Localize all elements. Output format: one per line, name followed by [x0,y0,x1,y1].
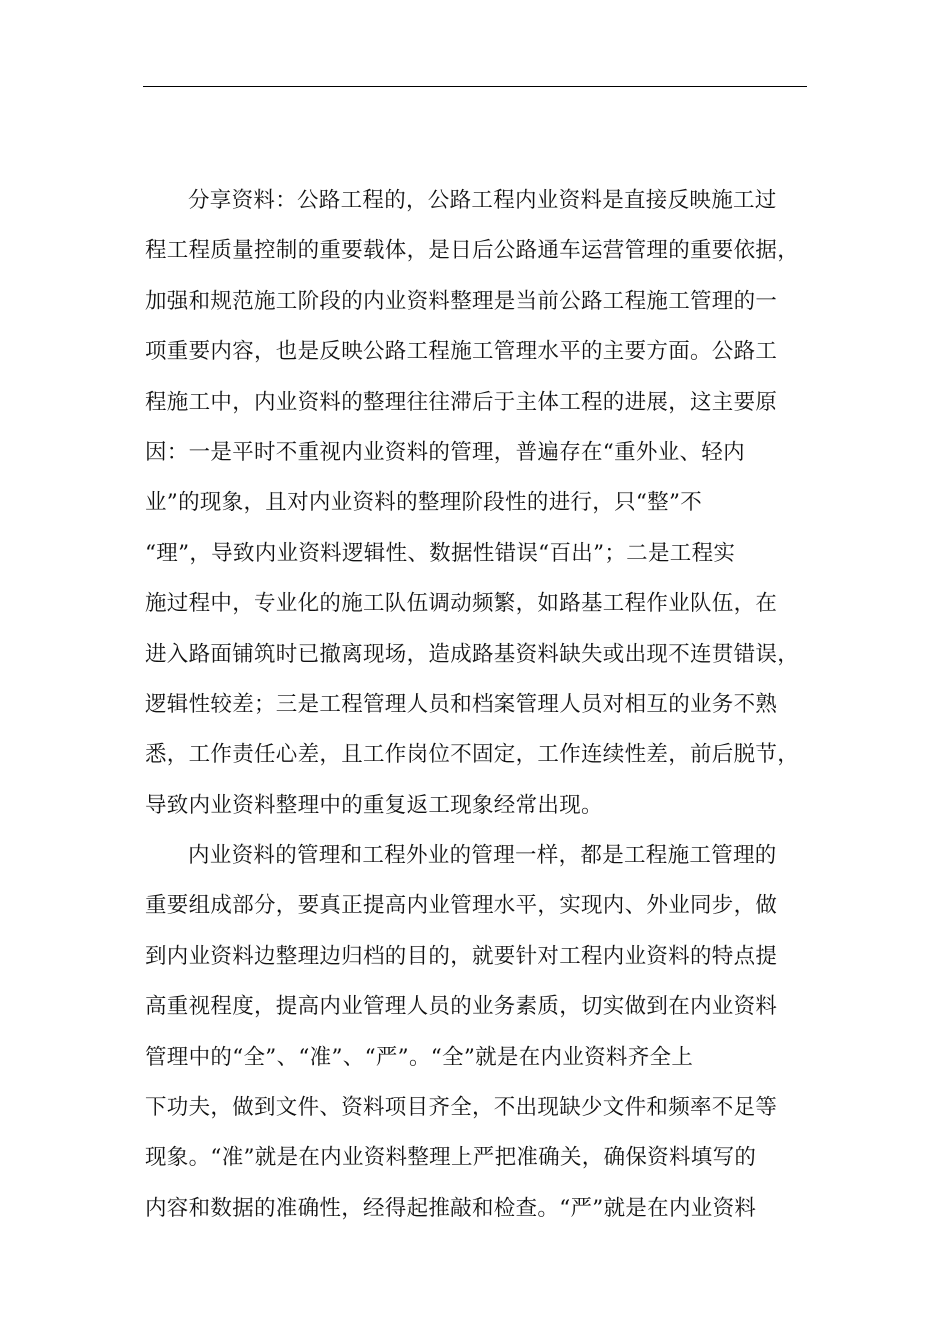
paragraph-1-line-9: 施过程中，专业化的施工队伍调动频繁，如路基工程作业队伍，在 [145,591,778,617]
paragraph-1-line-6: 因：一是平时不重视内业资料的管理，普遍存在“重外业、轻内 [145,439,745,465]
paragraph-1-line-11: 逻辑性较差；三是工程管理人员和档案管理人员对相互的业务不熟 [145,691,778,717]
paragraph-2-line-3: 到内业资料边整理边归档的目的，就要针对工程内业资料的特点提 [145,943,778,969]
paragraph-1-line-2: 程工程质量控制的重要载体，是日后公路通车运营管理的重要依据， [145,238,800,264]
header-rule [143,86,807,87]
paragraph-1-line-5: 程施工中，内业资料的整理往往滞后于主体工程的进展，这主要原 [145,389,778,415]
body-text [145,176,810,1234]
paragraph-2-line-5: 管理中的“全”、“准”、“严”。“全”就是在内业资料齐全上 [145,1044,694,1070]
paragraph-2-line-6: 下功夫，做到文件、资料项目齐全，不出现缺少文件和频率不足等 [145,1095,778,1121]
paragraph-1-line-10: 进入路面铺筑时已撤离现场，造成路基资料缺失或出现不连贯错误， [145,641,800,667]
paragraph-2-line-7: 现象。“准”就是在内业资料整理上严把准确关，确保资料填写的 [145,1145,757,1171]
paragraph-2-line-1: 内业资料的管理和工程外业的管理一样，都是工程施工管理的 [188,843,777,869]
paragraph-1-line-7: 业”的现象，且对内业资料的整理阶段性的进行，只“整”不 [145,490,703,516]
paragraph-2-line-8: 内容和数据的准确性，经得起推敲和检查。“严”就是在内业资料 [145,1195,757,1221]
paragraph-1-line-3: 加强和规范施工阶段的内业资料整理是当前公路工程施工管理的一 [145,288,778,314]
paragraph-1-line-13: 导致内业资料整理中的重复返工现象经常出现。 [145,792,603,818]
paragraph-1-line-4: 项重要内容，也是反映公路工程施工管理水平的主要方面。公路工 [145,339,778,365]
paragraph-2-line-2: 重要组成部分，要真正提高内业管理水平，实现内、外业同步，做 [145,893,778,919]
paragraph-2-line-4: 高重视程度，提高内业管理人员的业务素质，切实做到在内业资料 [145,994,778,1020]
paragraph-1-line-8: “理”，导致内业资料逻辑性、数据性错误“百出”；二是工程实 [145,540,736,566]
paragraph-1-line-1: 分享资料：公路工程的，公路工程内业资料是直接反映施工过 [188,188,777,213]
paragraph-1-line-12: 悉，工作责任心差，且工作岗位不固定，工作连续性差，前后脱节， [145,742,800,768]
